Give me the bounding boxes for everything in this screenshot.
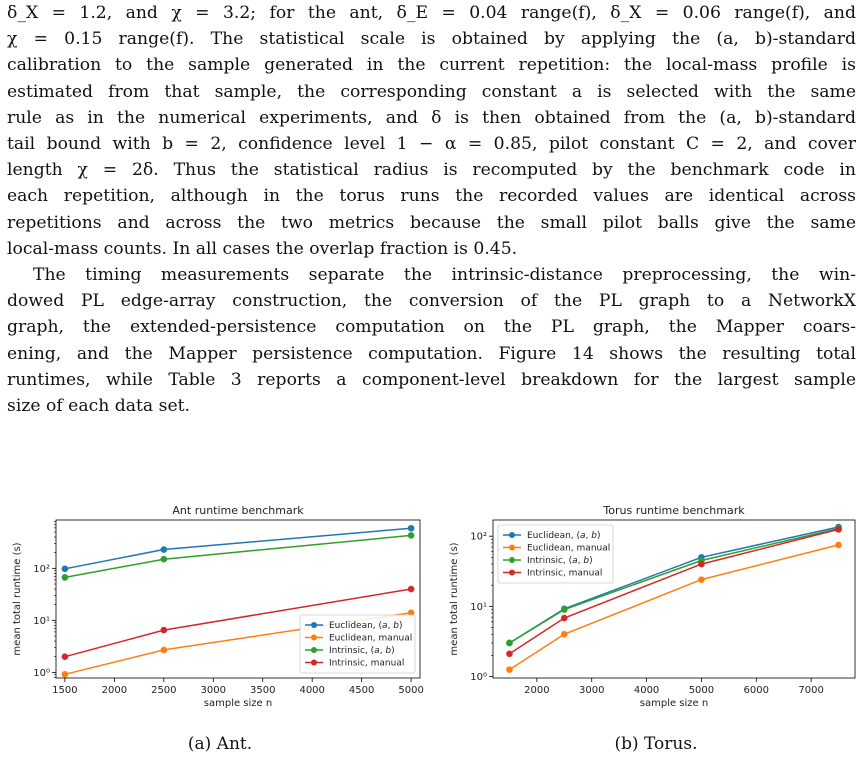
data-point	[62, 574, 69, 581]
text-line: ening, and the Mapper persistence computation. Figure 14 shows the resulting total	[7, 343, 856, 364]
x-tick-label: 4500	[348, 685, 375, 696]
chart-title: Torus runtime benchmark	[603, 504, 745, 517]
data-point	[561, 631, 568, 638]
y-tick-label: 10⁰	[33, 667, 50, 679]
legend-label: Intrinsic, (a, b)	[329, 646, 395, 657]
legend-label: Euclidean, manual	[329, 633, 413, 644]
text-line: The timing measurements separate the intrinsic-distance preprocessing, the win-	[33, 265, 856, 285]
text-line: length χ = 2δ. Thus the statistical radius is recomputed by the benchmark code in	[7, 160, 856, 181]
data-point	[161, 546, 168, 553]
data-point	[698, 576, 705, 583]
x-tick-label: 4000	[633, 685, 660, 696]
x-tick-label: 5000	[398, 685, 424, 696]
data-point	[506, 651, 513, 658]
legend-label: Euclidean, (a, b)	[527, 531, 601, 542]
legend-marker	[509, 557, 515, 563]
series-line	[65, 528, 411, 569]
legend-marker	[311, 622, 317, 628]
legend-marker	[509, 570, 515, 576]
data-point	[835, 526, 842, 533]
x-tick-label: 2500	[151, 685, 177, 696]
x-tick-label: 2000	[101, 685, 128, 696]
data-point	[62, 671, 69, 678]
data-point	[408, 532, 415, 539]
paragraph-calibration	[7, 0, 856, 262]
data-point	[835, 542, 842, 549]
legend-marker	[311, 660, 317, 666]
data-point	[408, 586, 415, 593]
data-point	[161, 627, 168, 634]
paragraph-timing	[7, 262, 856, 419]
ant-runtime-chart	[0, 502, 430, 720]
x-tick-label: 5000	[688, 685, 715, 696]
x-tick-label: 3000	[579, 685, 605, 696]
data-point	[62, 566, 69, 573]
series-line	[65, 535, 411, 577]
data-point	[506, 640, 513, 647]
legend-label: Euclidean, (a, b)	[329, 621, 403, 632]
text-line: graph, the extended-persistence computation on the PL graph, the Mapper coars-	[7, 317, 856, 338]
y-tick-label: 10²	[470, 531, 487, 543]
text-line: size of each data set.	[7, 396, 190, 417]
legend-label: Intrinsic, (a, b)	[527, 556, 593, 567]
y-tick-label: 10¹	[470, 601, 487, 613]
text-line: runtimes, while Table 3 reports a component-level breakdown for the largest sample	[7, 369, 856, 390]
legend-label: Intrinsic, manual	[527, 568, 603, 579]
text-line: δ_X = 1.2, and χ = 3.2; for the ant, δ_E = 0.04 range(f), δ_X = 0.06 range(f), and	[7, 3, 856, 23]
data-point	[161, 647, 168, 654]
legend-label: Euclidean, manual	[527, 543, 611, 554]
x-axis-label: sample size n	[203, 698, 273, 709]
x-tick-label: 3500	[250, 685, 276, 696]
data-point	[506, 666, 513, 673]
data-point	[561, 615, 568, 622]
text-line: each repetition, although in the torus runs the recorded values are identical across	[7, 186, 856, 207]
y-axis-label: mean total runtime (s)	[12, 542, 23, 656]
text-line: repetitions and across the two metrics because the small pilot balls give the same	[7, 212, 856, 233]
legend-marker	[509, 532, 515, 538]
x-tick-label: 6000	[743, 685, 769, 696]
x-axis-label: sample size n	[639, 698, 709, 709]
data-point	[698, 561, 705, 568]
y-axis-label: mean total runtime (s)	[449, 542, 460, 656]
text-line: dowed PL edge-array construction, the conversion of the PL graph to a NetworkX	[7, 291, 856, 312]
legend-marker	[311, 635, 317, 641]
x-tick-label: 1500	[52, 685, 78, 696]
y-tick-label: 10¹	[33, 615, 50, 627]
y-tick-label: 10⁰	[470, 671, 487, 683]
y-tick-label: 10²	[33, 563, 50, 575]
legend-label: Intrinsic, manual	[329, 658, 405, 669]
text-line: estimated from that sample, the corresponding constant a is selected with the same	[7, 81, 856, 102]
text-line: χ = 0.15 range(f). The statistical scale is obtained by applying the (a, b)-standard	[7, 29, 856, 50]
caption-ant: (a) Ant.	[187, 734, 253, 754]
x-tick-label: 7000	[798, 685, 824, 696]
text-line: rule as in the numerical experiments, and δ is then obtained from the (a, b)-standard	[7, 107, 856, 128]
data-point	[161, 556, 168, 563]
torus-runtime-chart	[440, 502, 863, 720]
text-line: tail bound with b = 2, confidence level 1 − α = 0.85, pilot constant C = 2, and cover	[7, 134, 856, 155]
caption-torus: (b) Torus.	[614, 734, 698, 754]
text-line: calibration to the sample generated in the current repetition: the local-mass profile is	[7, 55, 856, 76]
x-tick-label: 4000	[299, 685, 325, 696]
text-line: local-mass counts. In all cases the overlap fraction is 0.45.	[7, 238, 518, 259]
legend-marker	[311, 647, 317, 653]
data-point	[561, 606, 568, 613]
legend-marker	[509, 545, 515, 551]
data-point	[62, 653, 69, 660]
x-tick-label: 3000	[200, 685, 226, 696]
data-point	[408, 525, 415, 532]
chart-title: Ant runtime benchmark	[172, 504, 304, 517]
x-tick-label: 2000	[524, 685, 550, 696]
